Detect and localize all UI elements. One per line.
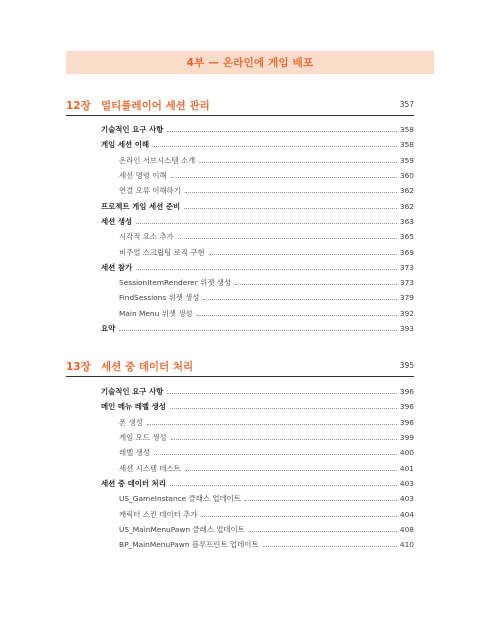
entry-page: 393 bbox=[399, 324, 414, 333]
chapter-number: 13장 bbox=[66, 361, 91, 373]
entry-title: FindSessions 위젯 생성 bbox=[119, 293, 200, 303]
toc-section bbox=[66, 122, 414, 137]
entry-title: 연결 오류 이해하기 bbox=[119, 186, 181, 196]
part-title: 4부 — 온라인에 게임 배포 bbox=[186, 57, 314, 69]
entry-title: 기술적인 요구 사항 bbox=[101, 387, 164, 397]
entry-title: Main Menu 위젯 생성 bbox=[119, 308, 193, 318]
toc-entries bbox=[66, 384, 414, 552]
entry-title: 게임 모드 생성 bbox=[119, 433, 167, 443]
leader-dots bbox=[249, 531, 397, 532]
chapter-title: 멀티플레이어 세션 관리 bbox=[101, 100, 210, 112]
toc-subsection bbox=[66, 522, 414, 537]
toc-subsection bbox=[66, 153, 414, 168]
chapter-12 bbox=[66, 97, 414, 336]
toc-subsection bbox=[66, 244, 414, 259]
leader-dots bbox=[185, 192, 397, 193]
leader-dots bbox=[263, 546, 397, 547]
toc-subsection bbox=[66, 183, 414, 198]
leader-dots bbox=[184, 208, 397, 209]
entry-page: 362 bbox=[399, 201, 414, 211]
chapter-heading bbox=[66, 97, 414, 116]
entry-page: 410 bbox=[399, 540, 414, 550]
leader-dots bbox=[119, 330, 397, 331]
entry-title: 레벨 생성 bbox=[119, 448, 150, 458]
toc-subsection bbox=[66, 306, 414, 321]
entry-page: 408 bbox=[399, 524, 414, 534]
leader-dots bbox=[197, 315, 397, 316]
leader-dots bbox=[170, 408, 397, 409]
leader-dots bbox=[245, 500, 397, 501]
entry-page: 362 bbox=[399, 186, 414, 196]
toc-subsection bbox=[66, 275, 414, 290]
leader-dots bbox=[170, 485, 397, 486]
entry-page: 358 bbox=[399, 140, 414, 150]
toc-subsection bbox=[66, 537, 414, 552]
toc-entries bbox=[66, 122, 414, 336]
entry-title: 폰 생성 bbox=[119, 417, 143, 427]
leader-dots bbox=[154, 454, 397, 455]
leader-dots bbox=[171, 439, 397, 440]
entry-page: 401 bbox=[399, 463, 414, 473]
entry-title: 프로젝트 게임 세션 준비 bbox=[101, 201, 181, 211]
chapter-title: 세션 중 데이터 처리 bbox=[101, 361, 194, 373]
entry-title: 시각적 요소 추가 bbox=[119, 232, 174, 242]
leader-dots bbox=[201, 516, 396, 517]
entry-page: 403 bbox=[399, 494, 414, 504]
toc-subsection bbox=[66, 168, 414, 183]
toc-section bbox=[66, 260, 414, 275]
entry-page: 360 bbox=[399, 171, 414, 181]
entry-title: US_MainMenuPawn 클래스 업데이트 bbox=[119, 524, 245, 534]
entry-title: 세션 참가 bbox=[101, 262, 133, 272]
entry-page: 399 bbox=[399, 433, 414, 443]
leader-dots bbox=[153, 146, 397, 147]
entry-title: 기술적인 요구 사항 bbox=[101, 125, 164, 135]
entry-title: SessionItemRenderer 위젯 생성 bbox=[119, 278, 232, 288]
leader-dots bbox=[167, 131, 397, 132]
toc-subsection bbox=[66, 229, 414, 244]
entry-title: 세션 시스템 테스트 bbox=[119, 463, 181, 473]
leader-dots bbox=[147, 424, 397, 425]
leader-dots bbox=[167, 393, 397, 394]
toc-section bbox=[66, 384, 414, 399]
leader-dots bbox=[136, 269, 397, 270]
chapter-13 bbox=[66, 358, 414, 552]
entry-title: 세션 중 데이터 처리 bbox=[101, 478, 166, 488]
entry-title: 캐릭터 스킨 데이터 추가 bbox=[119, 509, 198, 519]
entry-page: 400 bbox=[399, 448, 414, 458]
toc-subsection bbox=[66, 460, 414, 475]
entry-page: 373 bbox=[399, 278, 414, 288]
entry-page: 373 bbox=[399, 262, 414, 272]
chapter-heading bbox=[66, 358, 414, 377]
toc-subsection bbox=[66, 491, 414, 506]
entry-title: 세션 명령 이해 bbox=[119, 171, 167, 181]
entry-page: 404 bbox=[399, 509, 414, 519]
toc-section bbox=[66, 476, 414, 491]
entry-title: 게임 세션 이해 bbox=[101, 140, 149, 150]
toc-section bbox=[66, 198, 414, 213]
entry-page: 396 bbox=[399, 387, 414, 397]
entry-title: 온라인 서브시스템 소개 bbox=[119, 155, 196, 165]
toc-section bbox=[66, 137, 414, 152]
leader-dots bbox=[199, 162, 397, 163]
toc-subsection bbox=[66, 506, 414, 521]
toc-section bbox=[66, 214, 414, 229]
entry-page: 396 bbox=[399, 402, 414, 412]
entry-page: 363 bbox=[399, 216, 414, 226]
chapter-page: 395 bbox=[399, 361, 414, 370]
leader-dots bbox=[235, 284, 397, 285]
entry-title: 요약 bbox=[101, 324, 116, 333]
toc-subsection bbox=[66, 430, 414, 445]
leader-dots bbox=[136, 223, 397, 224]
entry-page: 403 bbox=[399, 478, 414, 488]
chapter-number: 12장 bbox=[66, 100, 91, 112]
leader-dots bbox=[203, 299, 396, 300]
toc-section bbox=[66, 399, 414, 414]
entry-page: 396 bbox=[399, 417, 414, 427]
entry-page: 365 bbox=[399, 232, 414, 242]
leader-dots bbox=[178, 238, 397, 239]
entry-title: 메인 메뉴 레벨 생성 bbox=[101, 402, 166, 412]
entry-page: 359 bbox=[399, 155, 414, 165]
toc-section bbox=[66, 321, 414, 336]
entry-title: US_GameInstance 클래스 업데이트 bbox=[119, 494, 241, 504]
entry-page: 379 bbox=[399, 293, 414, 303]
toc-subsection bbox=[66, 445, 414, 460]
entry-page: 369 bbox=[399, 247, 414, 257]
entry-page: 358 bbox=[399, 125, 414, 135]
entry-page: 392 bbox=[399, 308, 414, 318]
entry-title: 세션 생성 bbox=[101, 216, 133, 226]
leader-dots bbox=[209, 254, 397, 255]
leader-dots bbox=[185, 470, 397, 471]
entry-title: 비주얼 스크립팅 로직 구현 bbox=[119, 247, 205, 257]
toc-subsection bbox=[66, 415, 414, 430]
toc-subsection bbox=[66, 290, 414, 305]
chapter-page: 357 bbox=[399, 100, 414, 109]
part-banner bbox=[66, 51, 434, 74]
entry-title: BP_MainMenuPawn 블루프린트 업데이트 bbox=[119, 540, 259, 550]
leader-dots bbox=[171, 177, 397, 178]
